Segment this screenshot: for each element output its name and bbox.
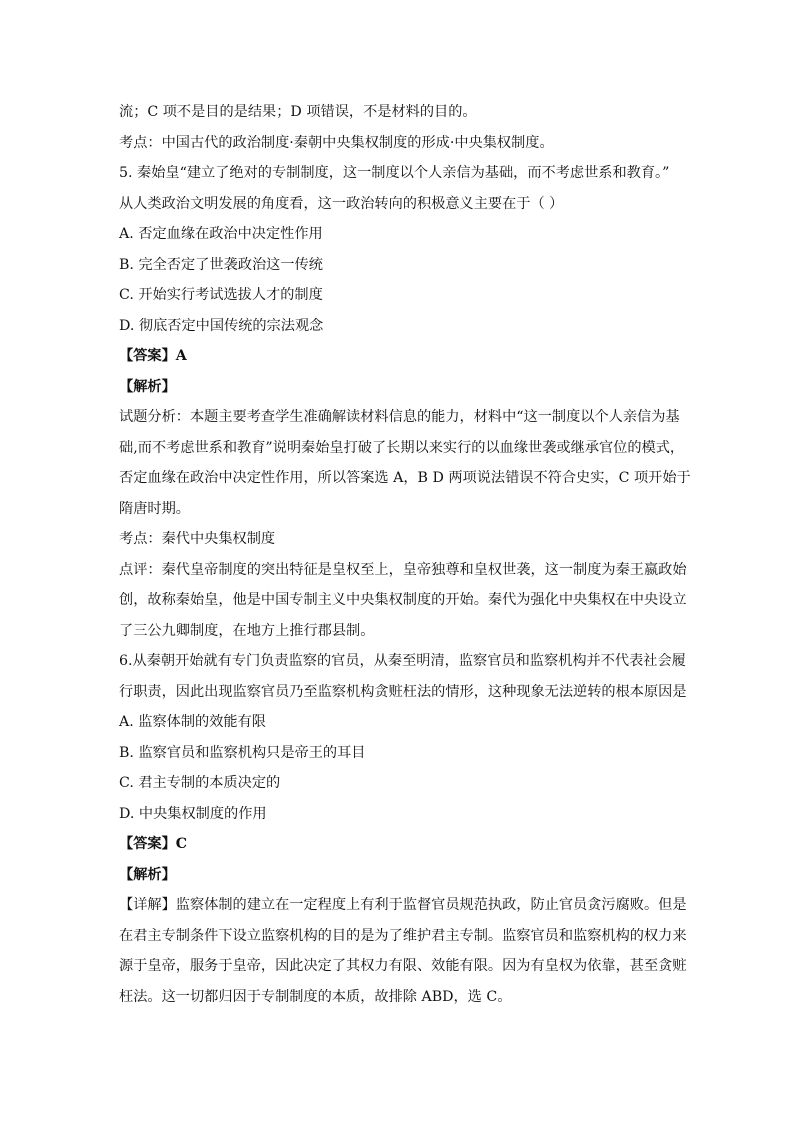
q5-comment-line-3: 了三公九卿制度，在地方上推行郡县制。 xyxy=(119,622,375,639)
q6-detail-line-3: 源于皇帝，服务于皇帝，因此决定了其权力有限、效能有限。因为有皇权为依靠，甚至贪赃 xyxy=(119,958,687,974)
q6-option-a: A. 监察体制的效能有限 xyxy=(119,714,266,730)
q5-analysis-label: 【解析】 xyxy=(119,378,176,395)
q5-comment-line-1: 点评：秦代皇帝制度的突出特征是皇权至上，皇帝独尊和皇权世袭，这一制度为秦王嬴政始 xyxy=(119,561,687,578)
document-body xyxy=(119,97,691,1012)
q5-stem-line-2: 从人类政治文明发展的角度看，这一政治转向的积极意义主要在于（ ） xyxy=(119,195,564,212)
q6-option-d: D. 中央集权制度的作用 xyxy=(119,805,267,822)
q5-comment-line-2: 创，故称秦始皇，他是中国专制主义中央集权制度的开始。秦代为强化中央集权在中央设立 xyxy=(119,592,687,608)
q6-stem-line-2: 行职责，因此出现监察官员乃至监察机构贪赃枉法的情形，这种现象无法逆转的根本原因是 xyxy=(119,683,687,700)
q5-answer: 【答案】A xyxy=(119,348,187,364)
q6-detail-line-1: 【详解】监察体制的建立在一定程度上有利于监督官员规范执政，防止官员贪污腐败。但是 xyxy=(119,897,687,913)
q5-option-b: B. 完全否定了世袭政治这一传统 xyxy=(119,256,323,273)
previous-question-tail: 流；C 项不是目的是结果；D 项错误，不是材料的目的。 xyxy=(119,104,477,120)
previous-question-kaodian: 考点：中国古代的政治制度·秦朝中央集权制度的形成·中央集权制度。 xyxy=(119,134,554,151)
q6-detail-line-2: 在君主专制条件下设立监察机构的目的是为了维护君主专制。监察官员和监察机构的权力来 xyxy=(119,927,687,944)
q6-stem-line-1: 6.从秦朝开始就有专门负责监察的官员，从秦至明清，监察官员和监察机构并不代表社会履 xyxy=(119,653,686,669)
q6-analysis-label: 【解析】 xyxy=(119,866,176,883)
q6-detail-line-4: 枉法。这一切都归因于专制制度的本质，故排除 ABD，选 C。 xyxy=(119,988,512,1005)
q6-answer: 【答案】C xyxy=(119,836,188,852)
q5-stem-line-1: 5. 秦始皇“建立了绝对的专制制度，这一制度以个人亲信为基础，而不考虑世系和教育。” xyxy=(119,165,670,181)
q6-option-c: C. 君主专制的本质决定的 xyxy=(119,775,281,791)
q5-option-a: A. 否定血缘在政治中决定性作用 xyxy=(119,226,323,242)
q5-analysis-line-3: 否定血缘在政治中决定性作用，所以答案选 A，B D 两项说法错误不符合史实，C 项开始于 xyxy=(119,470,691,486)
q5-option-d: D. 彻底否定中国传统的宗法观念 xyxy=(119,317,324,334)
q5-analysis-line-2: 础,而不考虑世系和教育”说明秦始皇打破了长期以来实行的以血缘世袭或继承官位的模式， xyxy=(119,439,685,456)
q5-analysis-line-1: 试题分析：本题主要考查学生准确解读材料信息的能力，材料中“这一制度以个人亲信为基 xyxy=(119,409,680,425)
q5-analysis-line-4: 隋唐时期。 xyxy=(119,500,190,517)
q5-option-c: C. 开始实行考试选拔人才的制度 xyxy=(119,287,323,303)
q6-option-b: B. 监察官员和监察机构只是帝王的耳目 xyxy=(119,744,366,761)
q5-kaodian: 考点：秦代中央集权制度 xyxy=(119,531,276,547)
